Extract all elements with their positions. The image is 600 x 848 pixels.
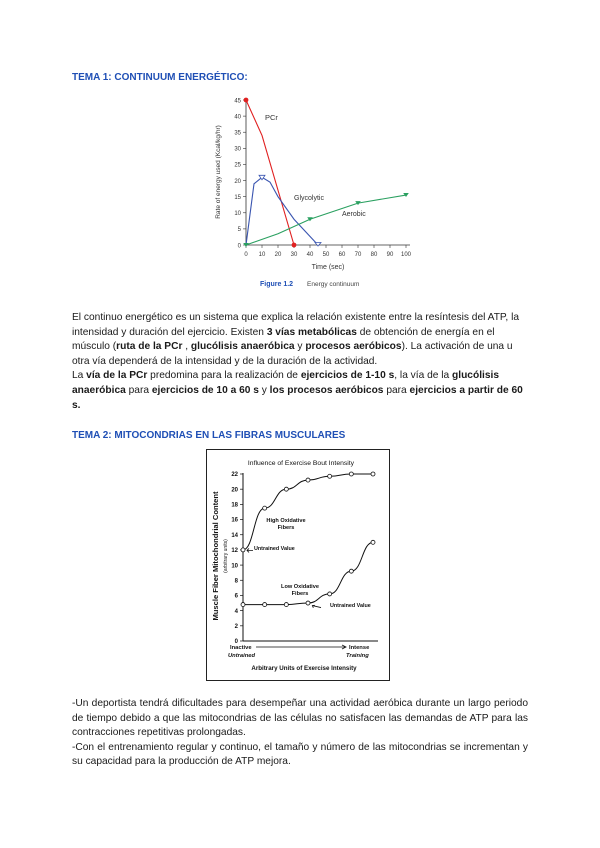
chart1-label-aerobic: Aerobic xyxy=(342,211,366,218)
chart2-point-high xyxy=(241,548,245,552)
p1-s11: para xyxy=(383,384,410,396)
chart2-x-label: Arbitrary Units of Exercise Intensity xyxy=(251,665,357,672)
chart1-x-tick-label: 20 xyxy=(274,252,282,258)
chart1-x-tick-label: 10 xyxy=(258,252,266,258)
chart1-caption-number: Figure 1.2 xyxy=(260,281,294,288)
chart1-caption-text: Energy continuum xyxy=(307,281,360,288)
p1-b1: 3 vías metabólicas xyxy=(266,326,357,338)
chart2-point-high xyxy=(263,506,267,510)
chart2-y-tick-label: 18 xyxy=(231,502,238,509)
chart1-line-glycolytic xyxy=(246,177,318,245)
chart2-y-tick-label: 2 xyxy=(234,624,238,631)
chart1-y-label: Rate of energy used (Kcal/kg/hr) xyxy=(215,125,222,219)
p1-s7: predomina para la realización de xyxy=(147,370,301,382)
chart1-y-tick-label: 40 xyxy=(234,114,241,121)
chart1-label-pcr: PCr xyxy=(265,113,278,122)
chart2-y-tick-label: 16 xyxy=(231,517,238,524)
chart1-x-tick-label: 80 xyxy=(370,252,378,258)
p1-s2: de obtención de energía en el músculo ( xyxy=(72,326,495,353)
chart2-title: Influence of Exercise Bout Intensity xyxy=(247,460,355,467)
chart2-point-low xyxy=(328,592,332,596)
chart1-point-pcr-start xyxy=(244,98,249,103)
chart1-y-tick-label: 25 xyxy=(234,162,241,169)
chart2-point-low xyxy=(349,569,353,573)
chart1-point-glycolytic-end xyxy=(315,243,321,247)
chart1-x-ticks xyxy=(244,245,411,258)
tema2-line-2: -Con el entrenamiento regular y continuo, el tamaño y número de las mitocondrias se incrementan y su capacidad para la producción de ATP mejora. xyxy=(72,741,528,768)
chart2-point-low xyxy=(263,603,267,607)
chart1-label-glycolytic: Glycolytic xyxy=(294,195,324,202)
p1-s10: y xyxy=(258,384,270,396)
p1-s4: y xyxy=(294,341,306,353)
chart1-x-tick-label: 30 xyxy=(290,252,298,258)
chart2-high-label-1: High Oxidative xyxy=(266,518,306,524)
chart2-point-high xyxy=(371,472,375,476)
p1-b4: procesos aeróbicos xyxy=(305,341,402,353)
chart2-untrained-1: Untrained Value xyxy=(254,546,295,552)
tema1-paragraph xyxy=(72,311,528,413)
tema1-heading: TEMA 1: CONTINUUM ENERGÉTICO: xyxy=(72,72,248,83)
p1-s9: para xyxy=(125,384,152,396)
p1-b10: ejercicios a partir de 60 s. xyxy=(72,384,523,411)
p1-b3: glucólisis anaeróbica xyxy=(190,341,295,353)
p1-b9: los procesos aeróbicos xyxy=(269,384,384,396)
p1-b5: vía de la PCr xyxy=(86,370,148,382)
chart2-low-label-2: Fibers xyxy=(291,591,309,597)
chart1-y-tick-label: 0 xyxy=(237,243,241,250)
p1-b2: ruta de la PCr xyxy=(116,341,183,353)
chart2-x-left-2: Untrained xyxy=(228,653,256,659)
chart1-y-tick-label: 15 xyxy=(234,194,241,201)
chart1-x-tick-label: 40 xyxy=(306,252,314,258)
chart1-y-tick-label: 10 xyxy=(234,211,241,218)
chart1-point-pcr-end xyxy=(292,243,297,248)
chart1-x-label: Time (sec) xyxy=(311,264,345,271)
mitochondria-chart xyxy=(206,449,390,681)
p1-s3: , xyxy=(182,341,191,353)
chart1-x-tick-label: 90 xyxy=(386,252,394,258)
tema2-paragraph xyxy=(72,697,528,770)
chart2-point-low xyxy=(284,603,288,607)
chart1-y-tick-label: 35 xyxy=(234,130,241,137)
chart2-y-tick-label: 0 xyxy=(234,639,238,646)
energy-continuum-chart xyxy=(200,88,422,293)
p1-s6: La xyxy=(72,370,87,382)
chart2-x-right-1: Intense xyxy=(349,645,370,651)
chart1-line-aerobic xyxy=(246,195,406,245)
chart2-y-sublabel: (arbitrary units) xyxy=(223,539,229,573)
chart2-y-tick-label: 22 xyxy=(231,472,238,479)
chart1-x-tick-label: 0 xyxy=(244,252,248,258)
chart2-point-low xyxy=(241,603,245,607)
chart2-y-tick-label: 12 xyxy=(231,548,238,555)
chart1-x-tick-label: 100 xyxy=(400,252,412,258)
tema2-line-1: -Un deportista tendrá dificultades para desempeñar una actividad aeróbica durante un largo periodo de tiempo debido a que las mitocondrias de las células no satisfacen las demandas de ATP para las contracciones repetitivas prolongadas. xyxy=(72,698,528,739)
chart2-point-high xyxy=(284,487,288,491)
chart2-high-label-2: Fibers xyxy=(277,525,295,531)
chart2-point-high xyxy=(306,478,310,482)
p1-s8: , la vía de la xyxy=(394,370,453,382)
chart2-x-left-1: Inactive xyxy=(230,645,252,651)
chart2-y-tick-label: 8 xyxy=(234,578,238,585)
chart2-y-label: Muscle Fiber Mitochondrial Content xyxy=(211,491,220,621)
chart2-y-tick-label: 20 xyxy=(231,487,238,494)
chart2-point-high xyxy=(328,474,332,478)
chart2-y-tick-label: 10 xyxy=(231,563,238,570)
p1-b8: ejercicios de 10 a 60 s xyxy=(151,384,259,396)
p1-s1: El continuo energético es un sistema que explica la relación existente entre la resíntesis del ATP, la intensidad y duración del ejercicio. Existen xyxy=(72,312,519,338)
p1-s5: ). La activación de una u otra vía dependerá de la intensidad y de la duración de la actividad. xyxy=(72,341,513,367)
chart2-point-low xyxy=(306,601,310,605)
chart1-y-tick-label: 20 xyxy=(234,178,241,185)
chart2-low-label-1: Low Oxidative xyxy=(281,584,319,590)
chart2-point-low xyxy=(371,540,375,544)
chart2-x-right-2: Training xyxy=(346,653,369,659)
chart2-point-high xyxy=(349,472,353,476)
chart1-y-ticks xyxy=(234,98,246,249)
chart1-y-tick-label: 45 xyxy=(234,98,241,105)
chart2-y-tick-label: 14 xyxy=(231,532,238,539)
tema2-heading: TEMA 2: MITOCONDRIAS EN LAS FIBRAS MUSCULARES xyxy=(72,430,346,441)
chart1-y-tick-label: 5 xyxy=(237,227,241,234)
chart2-y-tick-label: 4 xyxy=(234,608,238,615)
chart2-untrained-2: Untrained Value xyxy=(330,603,371,609)
chart1-x-tick-label: 70 xyxy=(354,252,362,258)
chart1-y-tick-label: 30 xyxy=(234,146,241,153)
p1-b7: glucólisis anaeróbica xyxy=(72,370,500,396)
chart2-y-tick-label: 6 xyxy=(234,593,238,600)
p1-b6: ejercicios de 1-10 s xyxy=(300,370,395,382)
chart1-x-tick-label: 50 xyxy=(322,252,330,258)
chart1-x-tick-label: 60 xyxy=(338,252,346,258)
